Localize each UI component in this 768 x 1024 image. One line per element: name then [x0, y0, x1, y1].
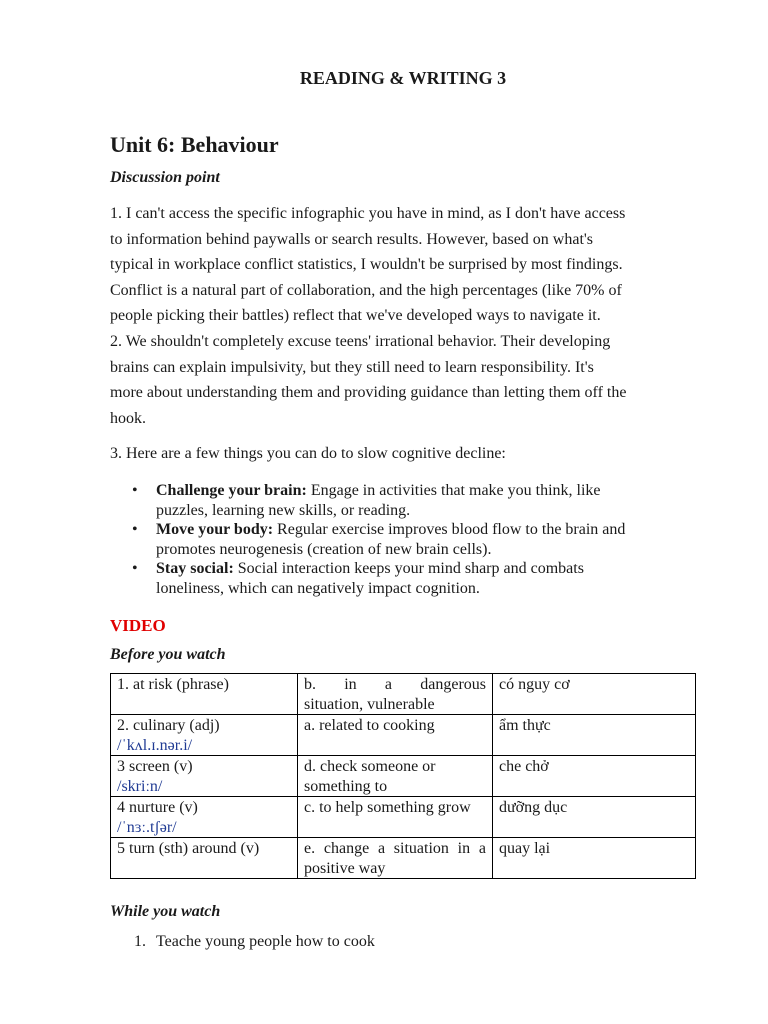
tip-text: Regular exercise improves blood flow to the brain and — [273, 521, 626, 538]
video-heading: VIDEO — [110, 616, 166, 635]
discussion-answers — [110, 201, 696, 431]
list-item — [110, 481, 696, 520]
text-line: typical in workplace conflict statistics, I wouldn't be surprised by most findings. — [110, 256, 623, 274]
definition-cell: e. change a situation in a positive way — [298, 838, 493, 879]
term-cell: 4 nurture (v) /ˈnɜː.tʃər/ — [111, 797, 298, 838]
item-number: 1. — [134, 933, 146, 950]
bullet-icon: • — [132, 521, 138, 538]
before-you-watch-heading: Before you watch — [110, 646, 226, 663]
table-row — [111, 715, 696, 756]
tip-text-cont: loneliness, which can negatively impact cognition. — [156, 579, 480, 597]
definition-cell: c. to help something grow — [298, 797, 493, 838]
term-cell: 5 turn (sth) around (v) — [111, 838, 298, 879]
unit-title: Unit 6: Behaviour — [110, 132, 279, 157]
ipa-text: /skriːn/ — [117, 777, 163, 795]
text-line: brains can explain impulsivity, but they still need to learn responsibility. It's — [110, 358, 594, 376]
definition-cell: d. check someone or something to — [298, 756, 493, 797]
meaning-cell: dưỡng dục — [493, 797, 696, 838]
tip-heading: Challenge your brain: — [156, 482, 307, 499]
text-line: people picking their battles) reflect that we've developed ways to navigate it. — [110, 307, 601, 325]
list-item — [110, 520, 696, 559]
ipa-text: /ˈkʌl.ɪ.nər.i/ — [117, 736, 193, 754]
while-watch-list — [110, 932, 375, 952]
text-line: hook. — [110, 409, 146, 427]
table-row — [111, 797, 696, 838]
item-text: Teache young people how to cook — [156, 933, 375, 950]
tip-text: Engage in activities that make you think, like — [306, 482, 601, 499]
definition-cell: b. in a dangerous situation, vulnerable — [298, 674, 493, 715]
list-item — [110, 932, 375, 952]
tip-text-cont: promotes neurogenesis (creation of new brain cells). — [156, 540, 492, 558]
text-line: 1. I can't access the specific infographic you have in mind, as I don't have access — [110, 205, 626, 222]
definition-cell: a. related to cooking — [298, 715, 493, 756]
while-you-watch-heading: While you watch — [110, 903, 221, 920]
bullet-icon: • — [132, 482, 138, 499]
document-title: READING & WRITING 3 — [299, 68, 507, 88]
cognitive-decline-intro: 3. Here are a few things you can do to slow cognitive decline: — [110, 445, 506, 462]
vocabulary-table — [110, 673, 696, 879]
tips-list — [110, 481, 696, 598]
list-item — [110, 559, 696, 598]
bullet-icon: • — [132, 560, 138, 577]
meaning-cell: quay lại — [493, 838, 696, 879]
table-row — [111, 838, 696, 879]
term-cell: 1. at risk (phrase) — [111, 674, 298, 715]
meaning-cell: che chở — [493, 756, 696, 797]
text-line: to information behind paywalls or search results. However, based on what's — [110, 230, 594, 248]
text-line: Conflict is a natural part of collaboration, and the high percentages (like 70% of — [110, 281, 622, 299]
table-row — [111, 674, 696, 715]
meaning-cell: có nguy cơ — [493, 674, 696, 715]
text-line: 2. We shouldn't completely excuse teens' irrational behavior. Their developing — [110, 332, 611, 350]
tip-heading: Move your body: — [156, 521, 274, 538]
meaning-cell: ẩm thực — [493, 715, 696, 756]
tip-text: Social interaction keeps your mind sharp and combats — [233, 560, 584, 577]
term-cell: 3 screen (v) /skriːn/ — [111, 756, 298, 797]
text-line: more about understanding them and providing guidance than letting them off the — [110, 384, 627, 402]
table-row — [111, 756, 696, 797]
tip-heading: Stay social: — [156, 560, 234, 577]
term-cell: 2. culinary (adj) /ˈkʌl.ɪ.nər.i/ — [111, 715, 298, 756]
tip-text-cont: puzzles, learning new skills, or reading. — [156, 501, 411, 519]
discussion-point-heading: Discussion point — [110, 169, 220, 186]
ipa-text: /ˈnɜː.tʃər/ — [117, 818, 177, 836]
